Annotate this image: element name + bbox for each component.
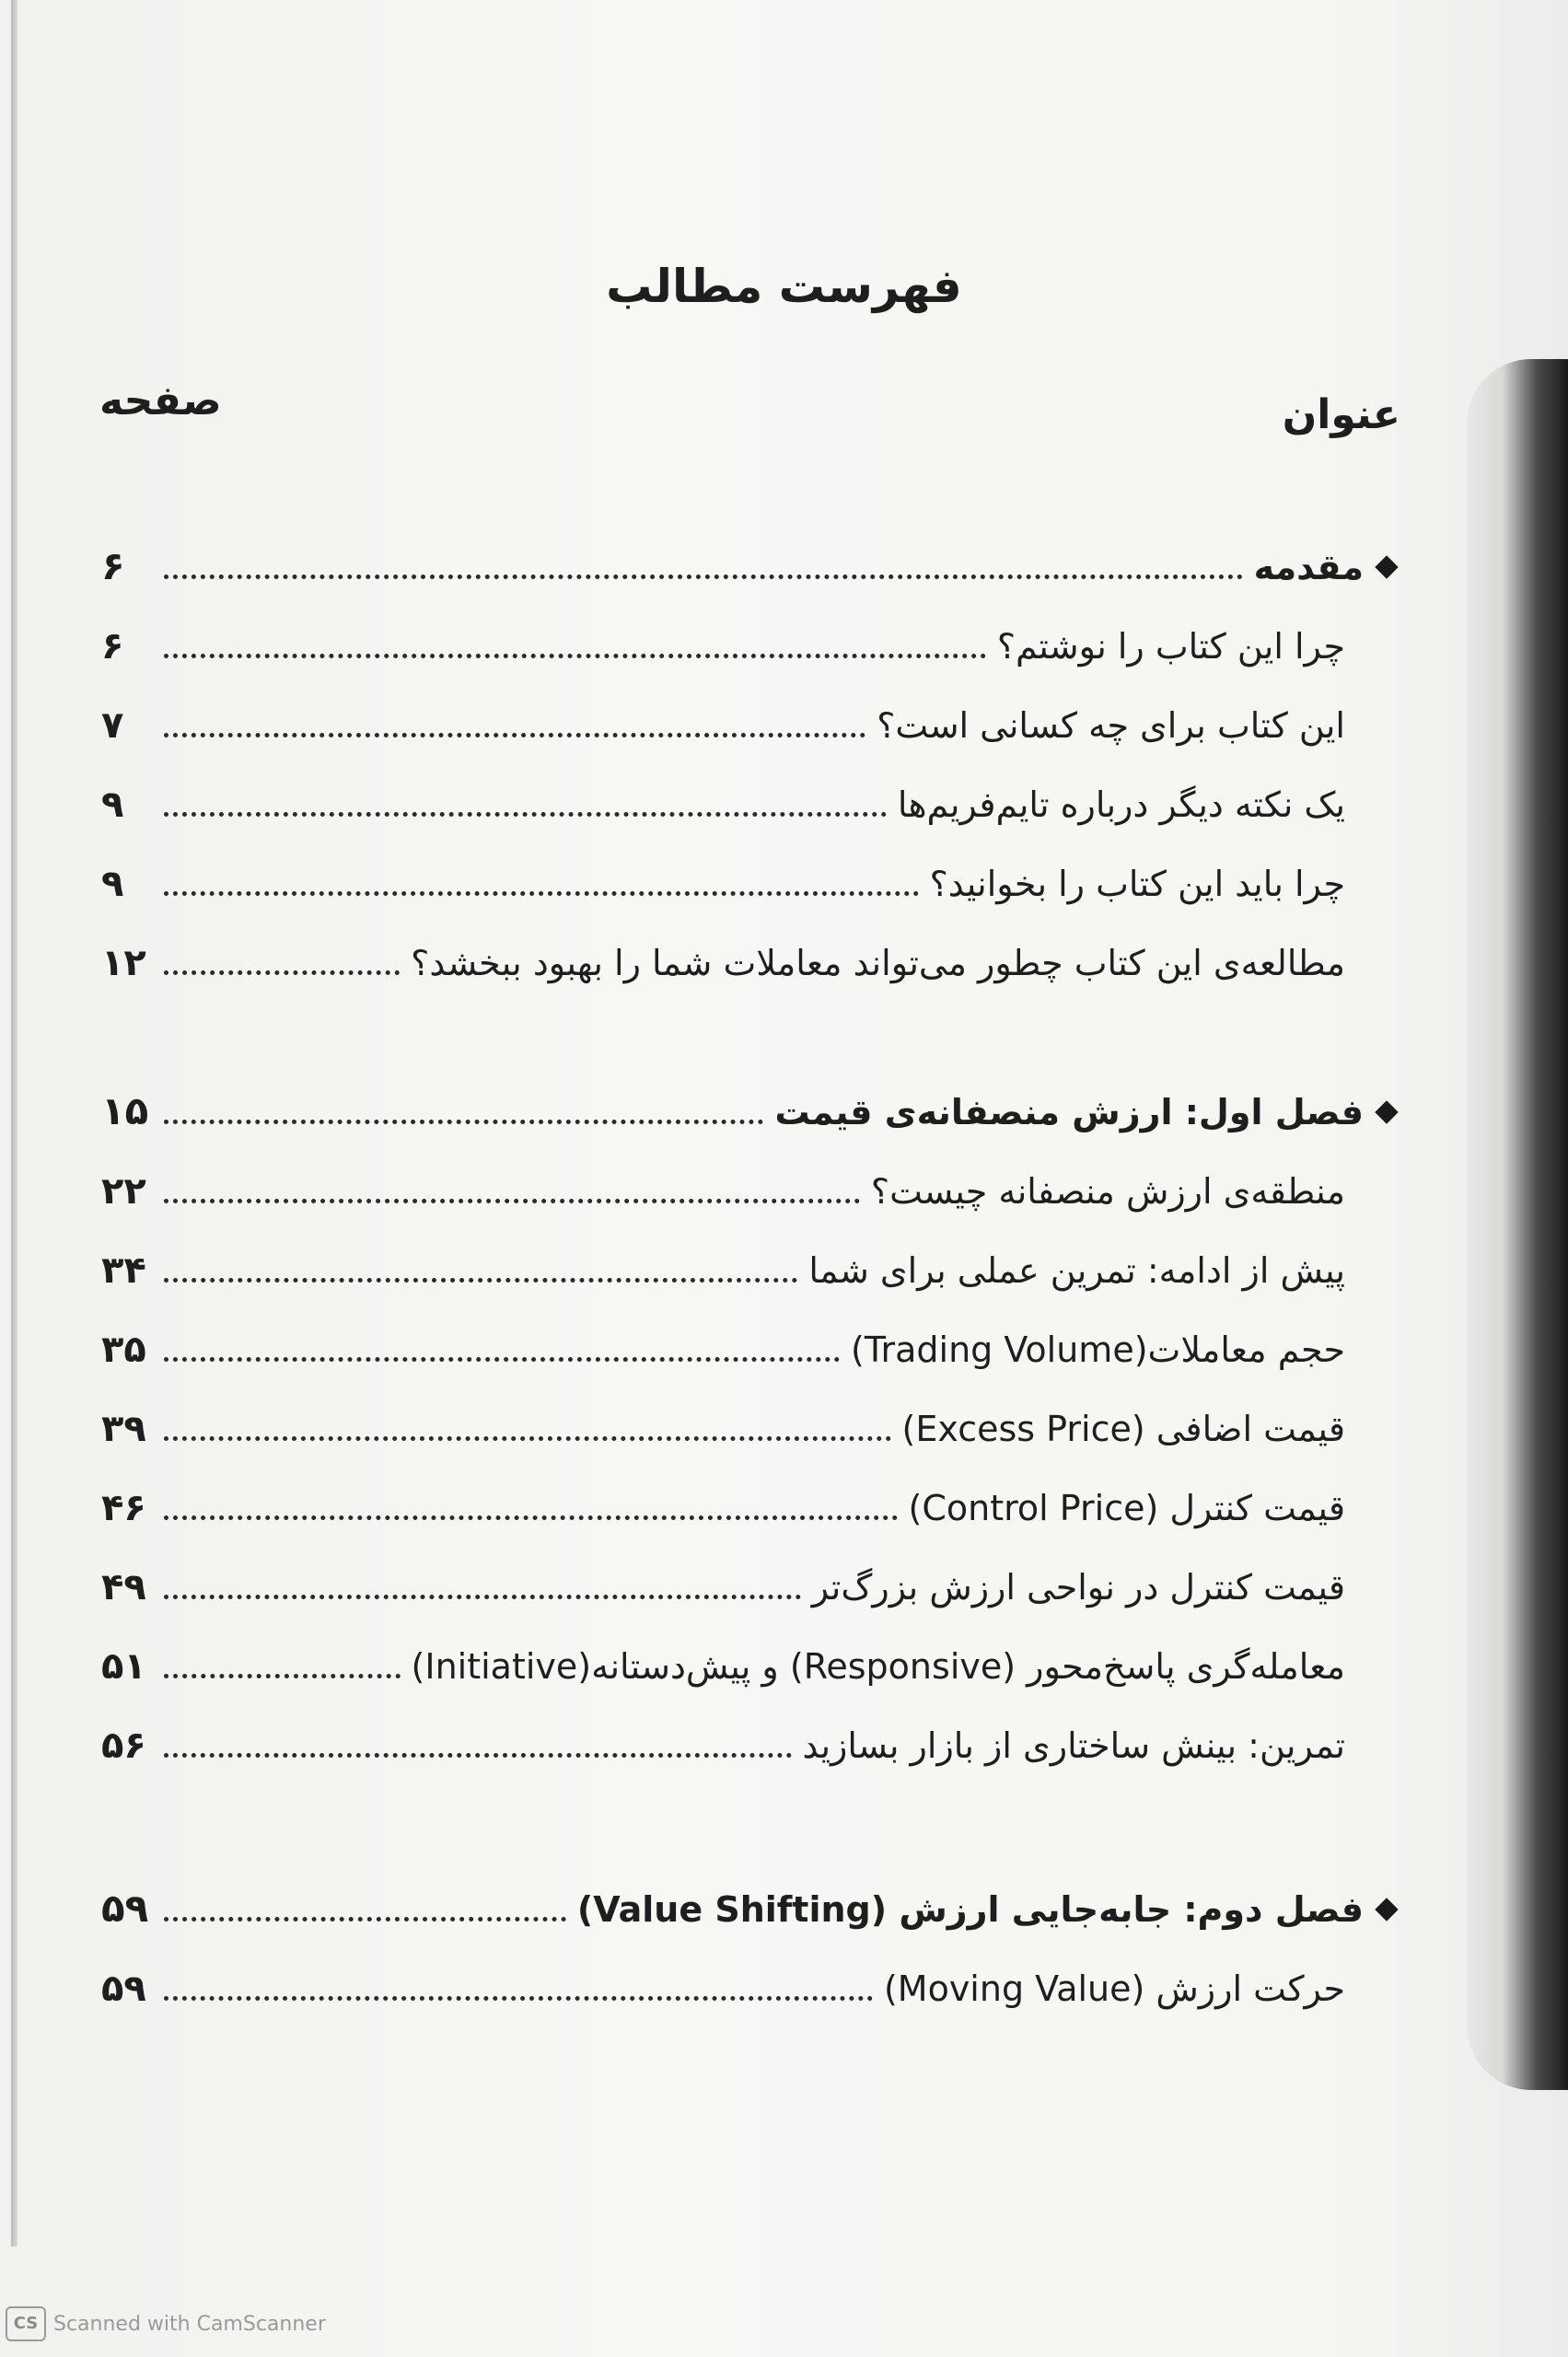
toc-entry-label: قیمت اضافی (Excess Price) [901,1409,1345,1449]
toc-section-text: فصل اول: ارزش منصفانه‌ی قیمت [774,1092,1364,1132]
toc-entry-label: قیمت کنترل (Control Price) [908,1488,1345,1528]
toc-section-heading [101,1886,1395,1965]
dot-leader [164,1886,566,1922]
dot-leader [164,1088,763,1124]
toc-entry [101,1167,1395,1247]
toc-entry [101,939,1395,1018]
dot-leader [164,781,887,817]
toc-entry-label: قیمت کنترل در نواحی ارزش بزرگ‌تر [811,1567,1345,1608]
toc-entry-label: حجم معاملات(Trading Volume) [851,1329,1345,1370]
toc-entry [101,1247,1395,1326]
toc-entry-label: چرا این کتاب را نوشتم؟ [996,626,1345,667]
toc-page-number: ۳۹ [101,1408,146,1450]
toc-page-number: ۲۲ [101,1170,146,1213]
toc-page-number: ۹ [101,863,124,905]
watermark-text: Scanned with CamScanner [53,2312,326,2336]
toc-page-number: ۳۵ [101,1329,146,1371]
dot-leader [164,622,986,658]
toc-page-number: ۴۹ [101,1566,146,1608]
toc-entry-label: این کتاب برای چه کسانی است؟ [877,705,1345,746]
toc-entry [101,1405,1395,1484]
toc-entry-label: مطالعه‌ی این کتاب چطور می‌تواند معاملات شما را بهبود ببخشد؟ [411,943,1345,983]
table-of-contents [101,543,1395,2044]
toc-entry [101,1722,1395,1801]
toc-entry [101,1484,1395,1563]
toc-page-number: ۱۵ [101,1088,149,1133]
column-header-title: عنوان [1282,391,1400,438]
toc-entry-label: چرا باید این کتاب را بخوانید؟ [929,864,1345,904]
dot-leader [164,702,865,737]
toc-page-number: ۵۹ [101,1968,146,2010]
page-title: فهرست مطالب [606,260,962,313]
toc-entry-label: تمرین: بینش ساختاری از بازار بسازید [802,1725,1345,1766]
toc-entry [101,1326,1395,1405]
toc-section-text: مقدمه [1253,547,1364,587]
toc-section-text: فصل دوم: جابه‌جایی ارزش (Value Shifting) [576,1889,1364,1930]
toc-section-heading [101,543,1395,622]
toc-entry [101,1643,1395,1722]
toc-entry [101,702,1395,781]
toc-page-number: ۵۶ [101,1724,146,1767]
camscanner-logo-icon: CS [6,2306,46,2341]
dot-leader [164,1167,860,1203]
dot-leader [164,543,1243,579]
section-spacer [101,1018,1395,1088]
toc-page-number: ۶ [101,625,124,668]
dot-leader [164,1247,797,1283]
toc-entry-label: پیش از ادامه: تمرین عملی برای شما [808,1250,1345,1291]
toc-page-number: ۱۲ [101,942,146,984]
toc-entry [101,781,1395,860]
toc-page-number: ۶ [101,543,125,588]
book-cover-edge [1467,359,1568,2090]
scanner-watermark [6,2306,326,2341]
dot-leader [164,1643,401,1678]
column-header-page: صفحه [99,377,222,424]
dot-leader [164,860,919,896]
toc-section-label [1254,547,1395,587]
dot-leader [164,1722,792,1758]
toc-entry-label: یک نکته دیگر درباره تایم‌فریم‌ها [897,784,1345,825]
dot-leader [164,1326,840,1362]
dot-leader [164,1563,801,1599]
toc-page-number: ۳۴ [101,1249,146,1292]
toc-page-number: ۷ [101,704,124,747]
dot-leader [164,1484,898,1520]
toc-page-number: ۹ [101,784,124,826]
toc-section-label [577,1889,1395,1930]
toc-entry-label: منطقه‌ی ارزش منصفانه چیست؟ [870,1171,1345,1212]
toc-page-number: ۵۱ [101,1645,146,1688]
toc-entry-label: معامله‌گری پاسخ‌محور (Responsive) و پیش‌دستانه(Initiative) [411,1646,1345,1687]
dot-leader [164,939,400,975]
toc-section-heading [101,1088,1395,1167]
toc-entry-label: حرکت ارزش (Moving Value) [883,1968,1345,2009]
diamond-bullet-icon [1375,1898,1398,1921]
toc-page-number: ۵۹ [101,1886,149,1931]
dot-leader [164,1965,873,2001]
diamond-bullet-icon [1375,1100,1398,1123]
dot-leader [164,1405,891,1441]
toc-entry [101,1965,1395,2044]
section-spacer [101,1801,1395,1886]
toc-section-label [774,1092,1395,1132]
toc-page-number: ۴۶ [101,1487,146,1529]
toc-entry [101,860,1395,939]
diamond-bullet-icon [1375,555,1398,578]
toc-entry [101,1563,1395,1643]
page-binding-edge [11,0,17,2247]
toc-entry [101,622,1395,702]
